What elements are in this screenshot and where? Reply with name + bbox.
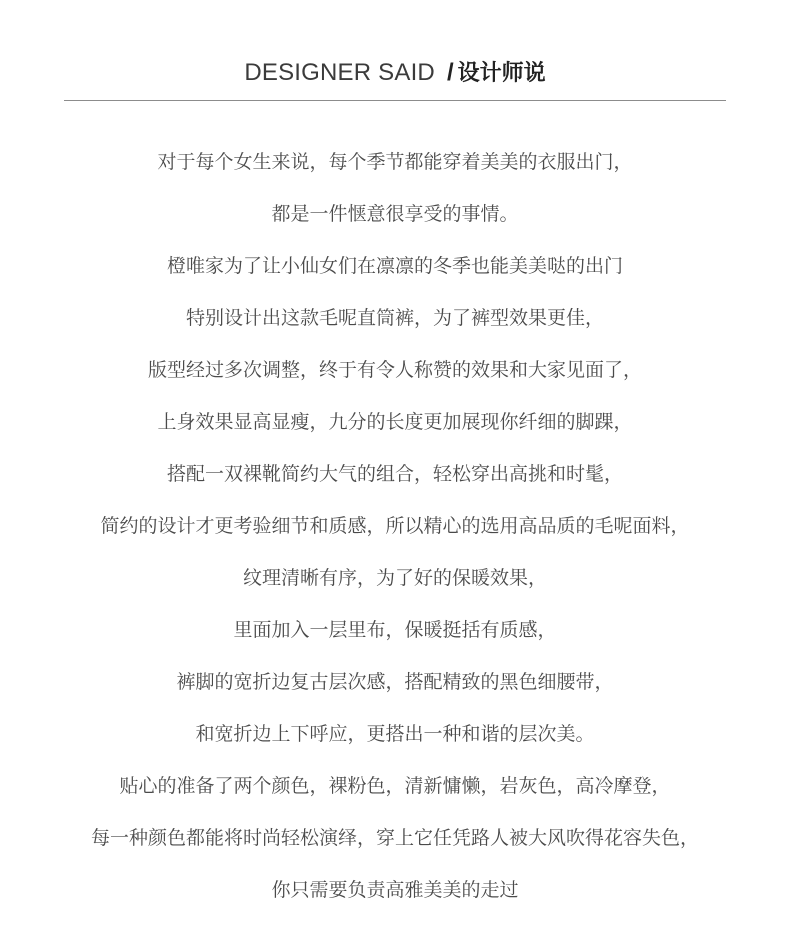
text-line: 搭配一双裸靴简约大气的组合，轻松穿出高挑和时髦， [166,463,623,485]
text-line: 上身效果显高显瘦，九分的长度更加展现你纤细的脚踝， [157,411,633,433]
text-line: 都是一件惬意很享受的事情。 [271,203,519,225]
text-line: 贴心的准备了两个颜色，裸粉色，清新慵懒，岩灰色，高冷摩登， [119,775,671,797]
description-paragraph [0,136,790,916]
text-line: 裤脚的宽折边复古层次感，搭配精致的黑色细腰带， [176,671,614,693]
text-line: 简约的设计才更考验细节和质感，所以精心的选用高品质的毛呢面料， [100,515,690,537]
text-line: 特别设计出这款毛呢直筒裤，为了裤型效果更佳， [185,307,604,329]
heading-separator: / [446,59,454,86]
text-line: 橙唯家为了让小仙女们在凛凛的冬季也能美美哒的出门 [166,255,623,277]
text-line: 里面加入一层里布，保暖挺括有质感， [233,619,557,641]
text-line: 版型经过多次调整，终于有令人称赞的效果和大家见面了， [147,359,642,381]
heading-chinese: 设计师说 [457,61,546,86]
text-line: 你只需要负责高雅美美的走过 [271,879,519,901]
heading-divider [64,100,726,101]
text-line: 和宽折边上下呼应，更搭出一种和谐的层次美。 [195,723,595,745]
text-line: 对于每个女生来说，每个季节都能穿着美美的衣服出门， [157,151,633,173]
heading-english: DESIGNER SAID [244,59,435,86]
designer-said-heading [0,56,790,92]
text-line: 每一种颜色都能将时尚轻松演绎，穿上它任凭路人被大风吹得花容失色， [90,827,699,849]
text-line: 纹理清晰有序，为了好的保暖效果， [242,567,547,589]
